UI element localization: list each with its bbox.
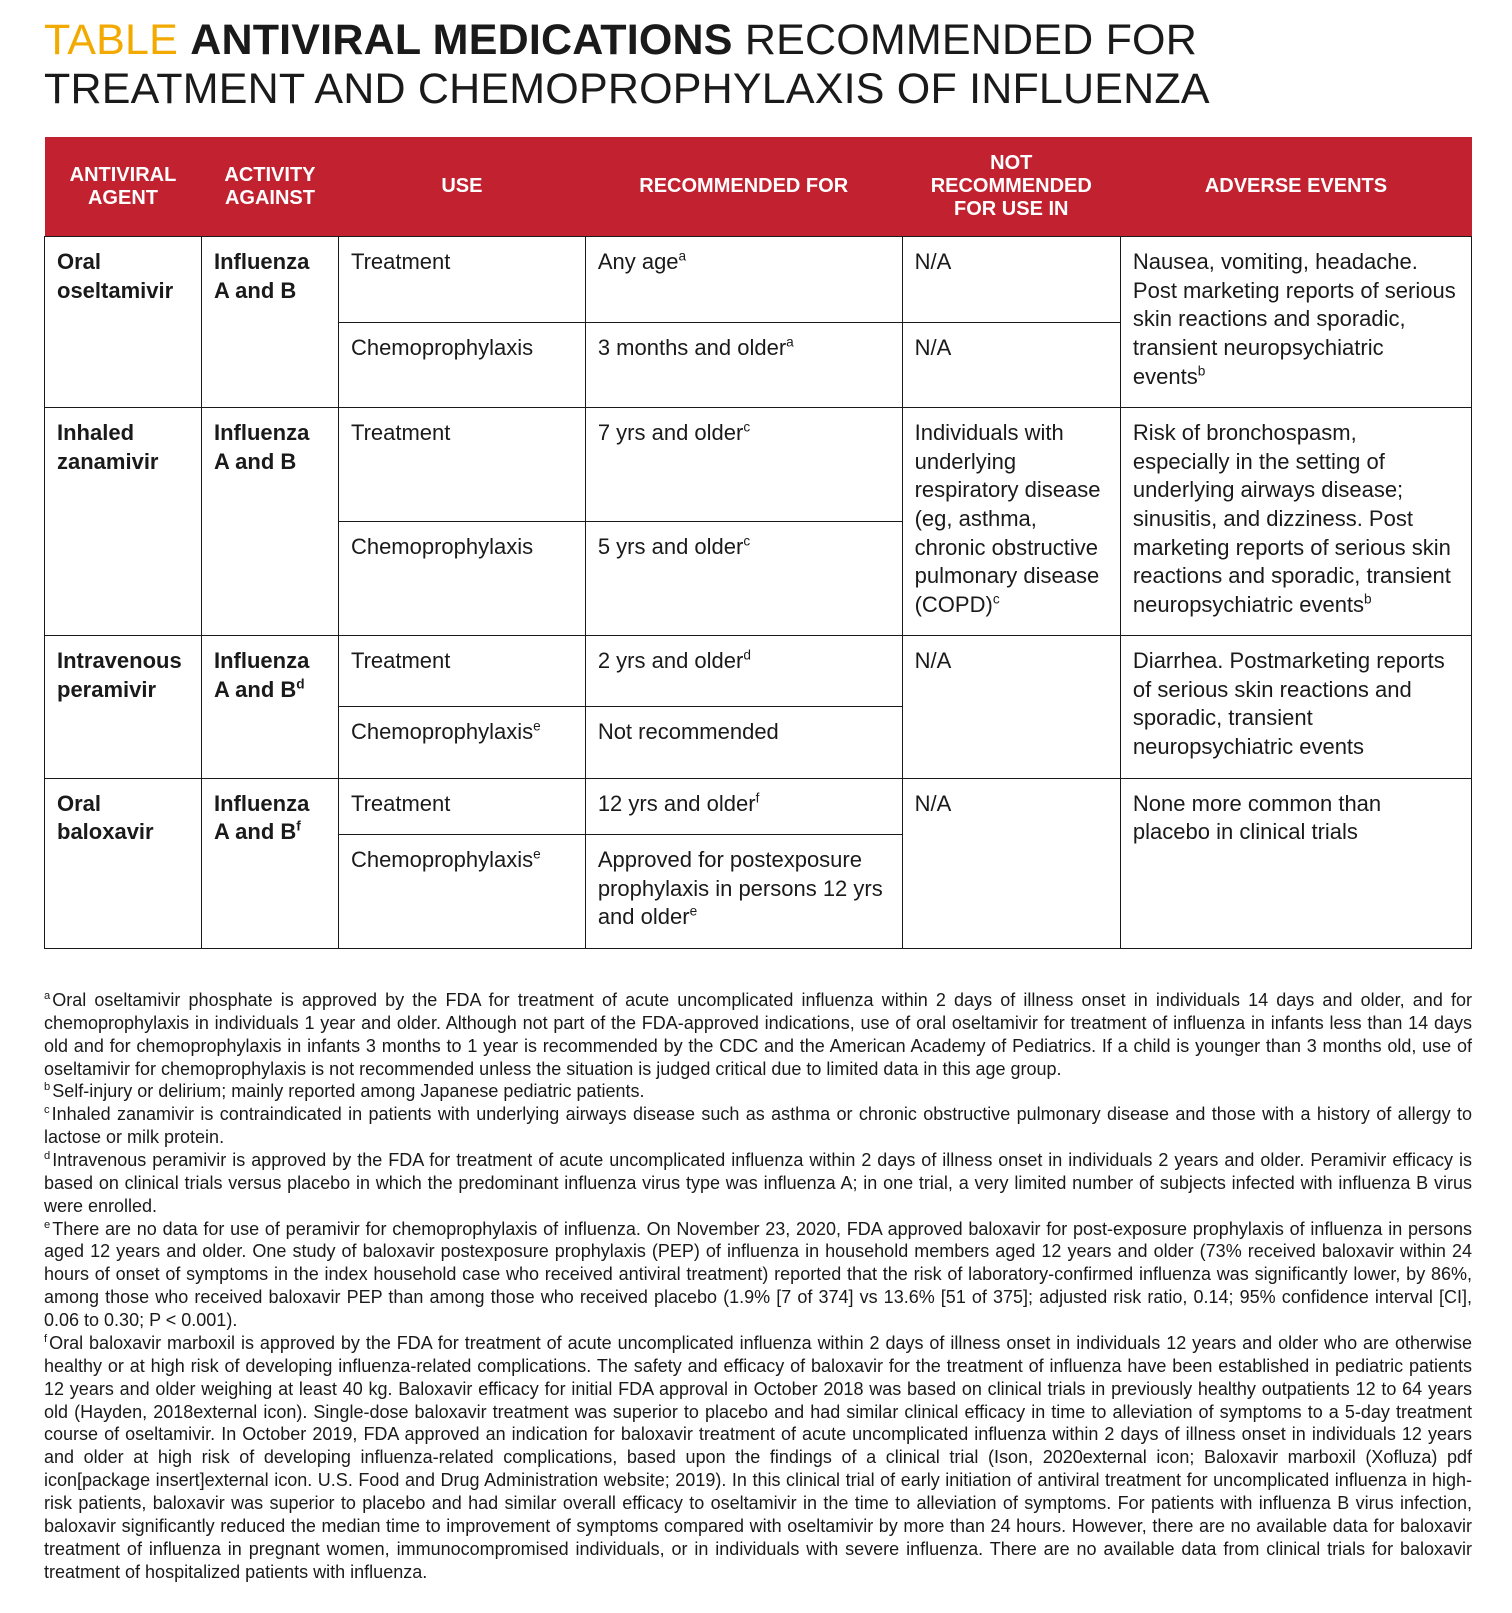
footnote-marker: f xyxy=(44,1332,48,1345)
cell-text: Risk of bronchospasm, especially in the setting of underlying airways disease; sinusitis, and dizziness. Post marketing reports of serious skin reactions and sporadic, transient neuropsychiatric events xyxy=(1132,420,1451,617)
cell-activity-against xyxy=(201,636,338,778)
cell-use: Chemoprophylaxis xyxy=(338,522,585,636)
cell-use: Treatment xyxy=(338,408,585,522)
footnote-marker: b xyxy=(44,1081,51,1094)
title-kicker: TABLE xyxy=(44,16,179,64)
cell-text: Any age xyxy=(597,249,679,275)
page-title xyxy=(44,16,1472,113)
footnotes xyxy=(44,989,1472,1583)
cell-use xyxy=(338,835,585,949)
footnote-marker: e xyxy=(44,1218,51,1231)
column-header-recommended-for: RECOMMENDED FOR xyxy=(585,137,902,237)
footnote-text: Intravenous peramivir is approved by the FDA for treatment of acute uncomplicated influenza within 2 days of illness onset in individuals 2 years and older. Peramivir efficacy is based on clinical trials versus placebo in which the predominant influenza virus type was influenza A; in one trial, a very limited number of subjects infected with influenza B virus were enrolled. xyxy=(44,1150,1472,1216)
cell-adverse-events xyxy=(1120,408,1471,636)
cell-recommended-for xyxy=(585,237,902,322)
table-row xyxy=(45,408,1472,522)
cell-text: 2 yrs and older xyxy=(597,648,744,674)
column-header-antiviral-agent: ANTIVIRAL AGENT xyxy=(45,137,202,237)
cell-use: Chemoprophylaxis xyxy=(338,322,585,407)
footnote-text: Oral oseltamivir phosphate is approved by the FDA for treatment of acute uncomplicated influenza within 2 days of illness onset in individuals 14 days and older, and for chemoprophylaxis in individuals 1 year and older. Although not part of the FDA-approved indications, use of oral oseltamivir for treatment of influenza in infants less than 14 days old and for chemoprophylaxis in infants 3 months to 1 year is recommended by the CDC and the American Academy of Pediatrics. If a child is younger than 3 months old, use of oseltamivir for chemoprophylaxis is not recommended unless the situation is judged critical due to limited data in this age group. xyxy=(44,990,1472,1079)
cell-text: 5 yrs and older xyxy=(597,534,744,560)
cell-not-recommended xyxy=(902,408,1120,636)
footnote-b xyxy=(44,1080,1472,1103)
footnote-ref: e xyxy=(689,904,698,920)
footnote-text: Self-injury or delirium; mainly reported among Japanese pediatric patients. xyxy=(52,1081,645,1102)
cell-recommended-for xyxy=(585,835,902,949)
cell-text: Chemoprophylaxis xyxy=(350,719,534,745)
footnote-ref: d xyxy=(296,676,305,692)
footnote-ref: e xyxy=(533,846,541,862)
cell-recommended-for xyxy=(585,322,902,407)
cell-activity-against xyxy=(201,778,338,948)
cell-recommended-for xyxy=(585,778,902,835)
column-header-adverse-events: ADVERSE EVENTS xyxy=(1120,137,1471,237)
cell-text: Influenza A and B xyxy=(213,790,310,845)
table-row xyxy=(45,778,1472,835)
footnote-marker: c xyxy=(44,1104,50,1117)
table-header-row xyxy=(45,137,1472,237)
footnote-text: Inhaled zanamivir is contraindicated in patients with underlying airways disease such as asthma or chronic obstructive pulmonary disease and those with a history of allergy to lactose or milk protein. xyxy=(44,1104,1472,1148)
cell-use xyxy=(338,707,585,778)
cell-text: Individuals with underlying respiratory disease (eg, asthma, chronic obstructive pulmonary disease (COPD) xyxy=(914,420,1101,617)
cell-recommended-for xyxy=(585,636,902,707)
cell-not-recommended: N/A xyxy=(902,237,1120,322)
cell-antiviral-agent: Intravenous peramivir xyxy=(45,636,202,778)
cell-activity-against: Influenza A and B xyxy=(201,237,338,408)
footnote-a xyxy=(44,989,1472,1080)
cell-text: Approved for postexposure prophylaxis in persons 12 yrs and older xyxy=(597,847,883,930)
cell-recommended-for xyxy=(585,522,902,636)
footnote-ref: b xyxy=(1364,591,1372,607)
footnote-ref: c xyxy=(743,419,751,435)
cell-use: Treatment xyxy=(338,237,585,322)
antiviral-medications-table xyxy=(44,137,1472,949)
title-rest-line2: TREATMENT AND CHEMOPROPHYLAXIS OF INFLUENZA xyxy=(44,64,1210,113)
cell-text: Nausea, vomiting, headache. Post marketing reports of serious skin reactions and sporadic, transient neuropsychiatric events xyxy=(1132,249,1456,389)
footnote-ref: e xyxy=(533,719,541,735)
cell-text: Influenza A and B xyxy=(213,648,310,702)
cell-adverse-events: Diarrhea. Postmarketing reports of serious skin reactions and sporadic, transient neuropsychiatric events xyxy=(1120,636,1471,778)
footnote-c xyxy=(44,1103,1472,1149)
footnote-ref: b xyxy=(1197,363,1206,379)
cell-not-recommended: N/A xyxy=(902,636,1120,778)
column-header-use: USE xyxy=(338,137,585,237)
cell-recommended-for xyxy=(585,408,902,522)
footnote-marker: a xyxy=(44,990,51,1003)
footnote-ref: c xyxy=(743,533,751,549)
cell-text: 12 yrs and older xyxy=(597,790,756,816)
footnote-ref: f xyxy=(296,818,301,834)
footnote-d xyxy=(44,1149,1472,1218)
footnote-f xyxy=(44,1332,1472,1583)
column-header-not-recommended: NOT RECOMMENDED FOR USE IN xyxy=(902,137,1120,237)
footnote-text: Oral baloxavir marboxil is approved by the FDA for treatment of acute uncomplicated influenza within 2 days of illness onset in individuals 12 years and older who are otherwise healthy or at high risk of developing influenza-related complications. The safety and efficacy of baloxavir for the treatment of influenza have been established in pediatric patients 12 years and older weighing at least 40 kg. Baloxavir efficacy for initial FDA approval in October 2018 was based on clinical trials in previously healthy outpatients 12 to 64 years old (Hayden, 2018external icon). Single-dose baloxavir treatment was superior to placebo and had similar clinical efficacy in time to alleviation of symptoms to a 5-day treatment course of oseltamivir. In October 2019, FDA approved an indication for baloxavir treatment of acute uncomplicated influenza within 2 days of illness onset in individuals 12 years and older at high risk of developing influenza-related complications, based upon the findings of a clinical trial (Ison, 2020external icon; Baloxavir marboxil (Xofluza) pdf icon[package insert]external icon. U.S. Food and Drug Administration website; 2019). In this clinical trial of early initiation of antiviral treatment for uncomplicated influenza in high-risk patients, baloxavir was superior to placebo and had similar overall efficacy to oseltamivir in the time to alleviation of symptoms. For patients with influenza B virus infection, baloxavir significantly reduced the median time to improvement of symptoms compared with oseltamivir by more than 24 hours. However, there are no available data for baloxavir treatment of influenza in pregnant women, immunocompromised individuals, or in individuals with severe influenza. There are no available data from clinical trials for baloxavir treatment of hospitalized patients with influenza. xyxy=(44,1332,1472,1582)
column-header-activity-against: ACTIVITY AGAINST xyxy=(201,137,338,237)
footnote-e xyxy=(44,1218,1472,1332)
cell-antiviral-agent: Oral oseltamivir xyxy=(45,237,202,408)
table-row xyxy=(45,636,1472,707)
cell-adverse-events xyxy=(1120,237,1471,408)
footnote-ref: f xyxy=(755,790,760,806)
cell-use: Treatment xyxy=(338,778,585,835)
footnote-ref: a xyxy=(678,248,687,264)
footnote-ref: a xyxy=(786,334,794,350)
cell-not-recommended: N/A xyxy=(902,322,1120,407)
cell-use: Treatment xyxy=(338,636,585,707)
footnote-ref: d xyxy=(743,647,751,663)
cell-adverse-events: None more common than placebo in clinical trials xyxy=(1120,778,1471,948)
footnote-marker: d xyxy=(44,1150,51,1163)
cell-text: 3 months and older xyxy=(597,334,787,360)
footnote-ref: c xyxy=(992,591,1000,607)
title-rest-line1: RECOMMENDED FOR xyxy=(744,16,1197,64)
cell-antiviral-agent: Oral baloxavir xyxy=(45,778,202,948)
cell-not-recommended: N/A xyxy=(902,778,1120,948)
table-row xyxy=(45,237,1472,322)
cell-text: Chemoprophylaxis xyxy=(350,847,534,873)
cell-antiviral-agent: Inhaled zanamivir xyxy=(45,408,202,636)
cell-activity-against: Influenza A and B xyxy=(201,408,338,636)
title-main: ANTIVIRAL MEDICATIONS xyxy=(190,16,733,64)
footnote-text: There are no data for use of peramivir for chemoprophylaxis of influenza. On November 23, 2020, FDA approved baloxavir for post-exposure prophylaxis of influenza in persons aged 12 years and older. One study of baloxavir postexposure prophylaxis (PEP) of influenza in household members aged 12 years and older (73% received baloxavir within 24 hours of onset of symptoms in the index household case who received antiviral treatment) reported that the risk of laboratory-confirmed influenza was significantly lower, by 86%, among those who received baloxavir PEP than among those who received placebo (1.9% [7 of 374] vs 13.6% [51 of 375]; adjusted risk ratio, 0.14; 95% confidence interval [CI], 0.06 to 0.30; P < 0.001). xyxy=(44,1218,1472,1331)
cell-text: 7 yrs and older xyxy=(597,420,744,446)
cell-recommended-for: Not recommended xyxy=(585,707,902,778)
